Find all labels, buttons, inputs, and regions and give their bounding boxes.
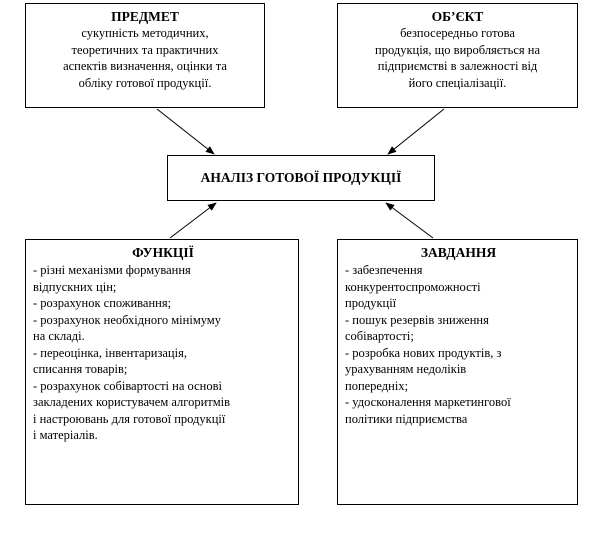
tasks-line: продукції [345,296,397,310]
subject-box [25,3,265,108]
functions-line: закладених користувачем алгоритмів [33,395,231,409]
object-line: безпосередньо готова [400,26,515,40]
functions-line: - розрахунок споживання; [33,296,172,310]
object-title: ОБ’ЄКТ [431,9,484,24]
subject-title: ПРЕДМЕТ [111,9,179,24]
tasks-title: ЗАВДАННЯ [420,245,497,260]
arrow-object-to-analysis [388,109,444,154]
analysis-title: АНАЛІЗ ГОТОВОЇ ПРОДУКЦІЇ [200,170,402,185]
functions-line: - переоцінка, інвентаризація, [33,345,187,360]
tasks-line: - удосконалення маркетингової [345,395,511,409]
object-line: його спеціалізації. [408,75,507,90]
tasks-line: собівартості; [345,329,414,343]
tasks-line: політики підприємства [345,411,468,426]
object-box [337,3,578,108]
subject-line: сукупність методичних, [81,26,209,40]
functions-box [25,239,299,505]
tasks-line: попередніх; [345,378,409,393]
arrow-tasks-to-analysis [386,203,433,238]
object-description [338,25,577,91]
tasks-line: конкурентоспроможності [345,279,481,294]
functions-line: списання товарів; [33,362,128,376]
tasks-line: - забезпечення [345,263,423,277]
analysis-box [167,155,435,201]
subject-line: теоретичних та практичних [71,42,219,57]
functions-line: і матеріалів. [33,428,98,442]
object-line: продукція, що виробляється на [375,42,540,57]
tasks-line: урахуванням недоліків [345,362,467,376]
arrow-subject-to-analysis [157,109,214,154]
arrow-functions-to-analysis [170,203,216,238]
tasks-line: - пошук резервів зниження [345,312,489,327]
functions-line: і настроювань для готової продукції [33,411,226,426]
functions-line: відпускних цін; [33,279,117,294]
functions-line: - розрахунок собівартості на основі [33,378,222,393]
tasks-line: - розробка нових продуктів, з [345,345,502,360]
subject-line: аспектів визначення, оцінки та [63,59,227,73]
functions-list [33,262,293,444]
subject-description [26,25,264,91]
functions-title: ФУНКЦІЇ [132,245,194,260]
functions-line: - розрахунок необхідного мінімуму [33,312,221,327]
functions-line: на складі. [33,329,85,343]
subject-line: обліку готової продукції. [78,75,212,90]
functions-line: - різні механізми формування [33,263,191,277]
object-line: підприємстві в залежності від [377,59,538,73]
tasks-list [345,262,572,427]
tasks-box [337,239,578,505]
